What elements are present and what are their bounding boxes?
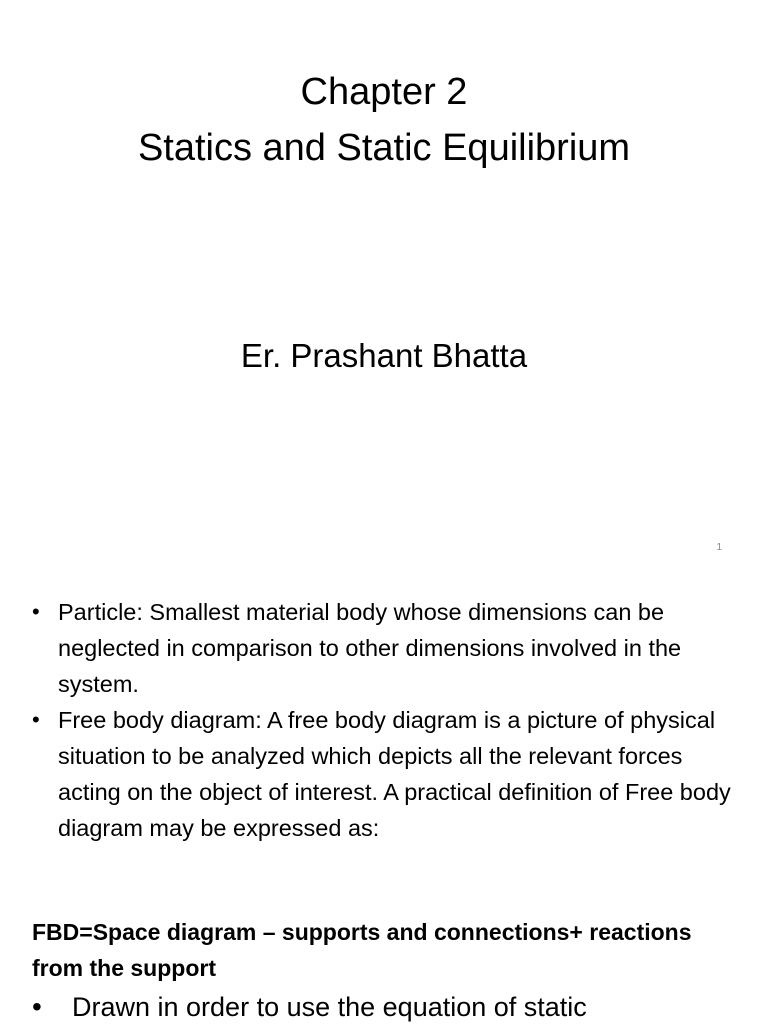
bullet-text-equation: Drawn in order to use the equation of static (72, 992, 587, 1022)
bullet-item-equation (32, 988, 752, 1024)
bullet-text-particle: Particle: Smallest material body whose dimensions can be neglected in comparison to other dimensions involved in the system. (58, 599, 682, 697)
slide-2 (0, 576, 768, 1024)
bullet-text-free-body-diagram: Free body diagram: A free body diagram is a picture of physical situation to be analyzed which depicts all the relevant forces acting on the object of interest. A practical definition of Free body diagram may be expressed as: (58, 707, 731, 841)
author-name: Er. Prashant Bhatta (240, 337, 528, 374)
slide-title-line-1: Chapter 2 (300, 71, 468, 113)
bullet-list (32, 594, 732, 846)
bullet-dot-icon: • (32, 707, 40, 732)
slide-title-line-2: Statics and Static Equilibrium (137, 127, 631, 169)
bullet-dot-icon: • (32, 599, 40, 624)
slide-number: 1 (716, 542, 722, 553)
bullet-item-particle (32, 594, 732, 702)
bullet-item-free-body-diagram (32, 702, 732, 846)
fbd-definition: FBD=Space diagram – supports and connections+ reactions from the support (32, 919, 692, 981)
bullet-dot-icon: • (32, 991, 42, 1022)
